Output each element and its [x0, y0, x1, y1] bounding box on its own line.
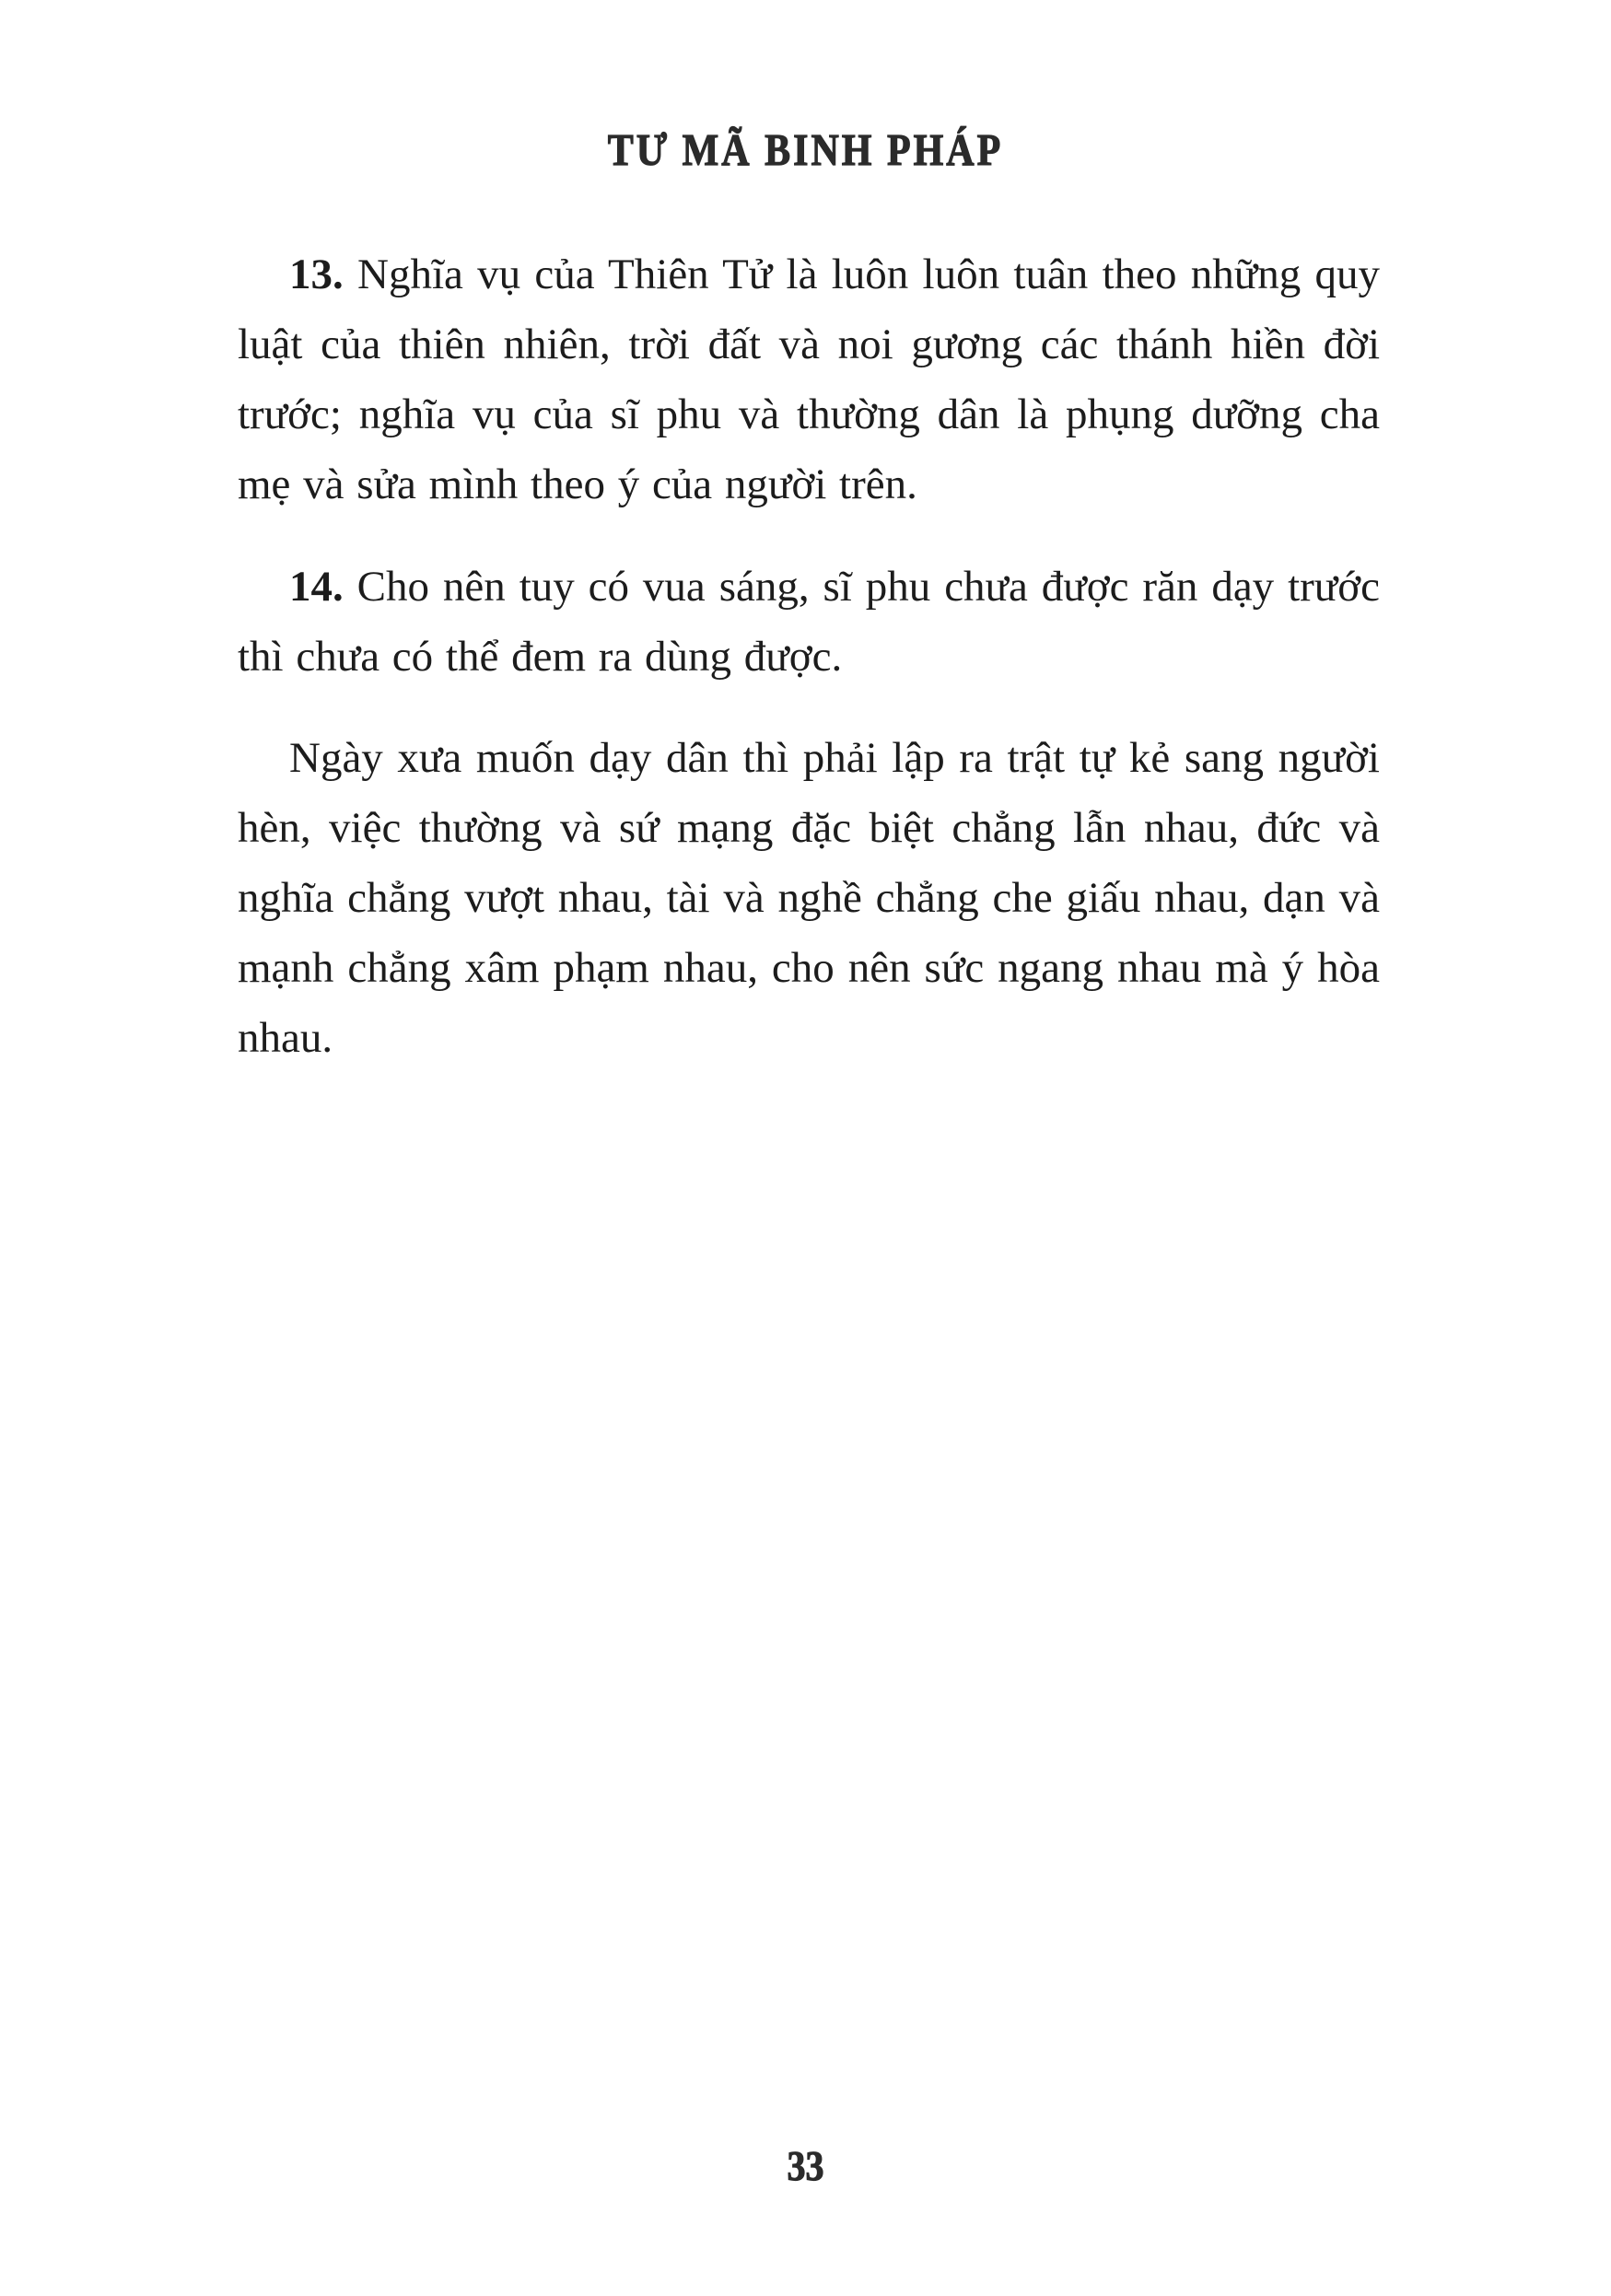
paragraph-14-text: Cho nên tuy có vua sáng, sĩ phu chưa được răn dạy trước thì chưa có thể đem ra dùng được. [238, 562, 1380, 681]
paragraph-13-text: Nghĩa vụ của Thiên Tử là luôn luôn tuân theo những quy luật của thiên nhiên, trời đất và noi gương các thánh hiền đời trước; nghĩa vụ của sĩ phu và thường dân là phụng dưỡng cha mẹ và sửa mình theo ý của người trên. [238, 251, 1380, 509]
page-number: 33 [787, 2141, 824, 2190]
body-text-block [238, 239, 1380, 1104]
paragraph-13-number: 13. [289, 251, 344, 298]
paragraph-13 [238, 239, 1380, 520]
paragraph-closing-text: Ngày xưa muốn dạy dân thì phải lập ra trật tự kẻ sang người hèn, việc thường và sứ mạng đặc biệt chẳng lẫn nhau, đức và nghĩa chẳng vượt nhau, tài và nghề chẳng che giấu nhau, dạn và mạnh chẳng xâm phạm nhau, cho nên sức ngang nhau mà ý hòa nhau. [238, 733, 1380, 1063]
paragraph-14-number: 14. [289, 562, 344, 611]
paragraph-14 [238, 552, 1380, 692]
running-header-title: TƯ MÃ BINH PHÁP [607, 126, 1004, 176]
paragraph-closing [238, 723, 1380, 1074]
